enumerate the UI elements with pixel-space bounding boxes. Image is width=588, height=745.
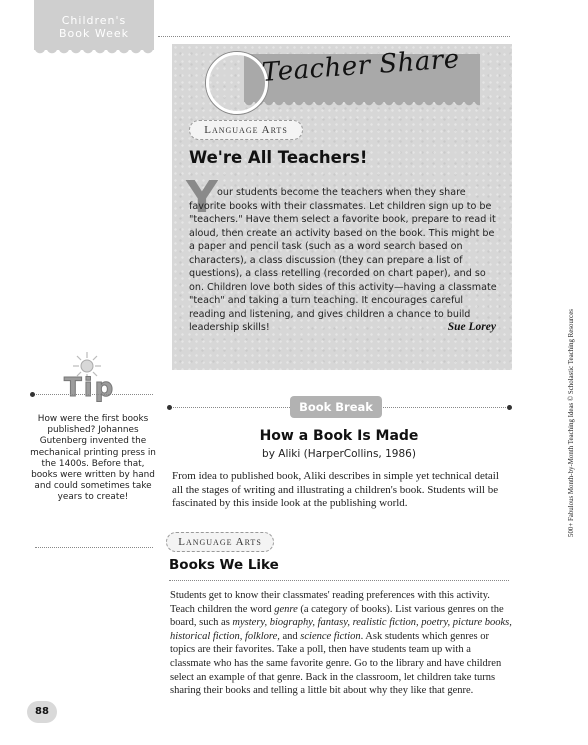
author-signature: Sue Lorey: [447, 321, 496, 333]
header-divider: [158, 36, 510, 37]
body-text: (a category of books). List various genres on the board, such as: [170, 603, 504, 629]
header-section-title: [34, 14, 154, 40]
body-text: and: [279, 630, 301, 642]
book-byline: by Aliki (HarperCollins, 1986): [262, 448, 416, 460]
teacher-share-text: our students become the teachers when they share favorite books with their classmates. Let children sign up to be "teachers." Have them select a favorite book, prepare to read it aloud, then create an activity based on the book. This might be a paper and pencil task (such as a word search based on characters), a class discussion (they can prepare a list of questions), a class retelling (recorded on chart paper), and so on. Children love both sides of this activity—having a classmate "teach" and taking a turn teaching. It encourages careful reading and listening, and gives children a chance to build leadership skills!: [189, 187, 497, 333]
page-number: 88: [27, 701, 57, 723]
teacher-share-body: [189, 186, 501, 335]
book-title: How a Book Is Made: [259, 428, 419, 444]
copyright-credit: [558, 247, 575, 537]
category-badge: Language Arts: [166, 532, 274, 552]
category-badge: Language Arts: [189, 120, 303, 140]
credit-text: 500+ Fabulous Month-by-Month Teaching Ideas © Scholastic Teaching Resources: [568, 309, 575, 537]
body-term: genre: [274, 603, 298, 615]
drop-cap: Y: [186, 172, 218, 223]
section-heading: We're All Teachers!: [189, 148, 368, 167]
book-break-label: Book Break: [290, 396, 382, 418]
header-line-1: Children's: [61, 14, 127, 27]
section-heading: Books We Like: [169, 557, 279, 573]
bullet-dot: [167, 405, 172, 410]
book-break-description: From idea to published book, Aliki describes in simple yet technical detail all the stages of writing and illustrating a children's book. Students will be fascinated by this inside look at the publishing world.: [172, 470, 499, 510]
bullet-dot: [30, 392, 35, 397]
body-text: . Ask students which genres or topics are their favorites. Take a poll, then have students team up with a classmate who has the same favorite genre. Go to the library and have children select an example of that genre. Back in the classroom, let children take turns sharing their books and telling a little bit about why they like that genre.: [170, 630, 502, 697]
tip-divider-top: [33, 394, 153, 395]
teacher-share-title: Teacher Share: [260, 44, 461, 88]
header-line-2: Book Week: [58, 27, 129, 40]
genre-list: mystery, biography, fantasy, realistic fiction, poetry, picture books, historical fiction, folklore,: [170, 617, 512, 642]
section-divider: [169, 580, 509, 581]
genre-list: science fiction: [300, 630, 361, 642]
bullet-dot: [507, 405, 512, 410]
body-text: Students get to know their classmates' reading preferences with this activity. Teach children the word: [170, 590, 490, 615]
books-we-like-body: [170, 589, 512, 698]
tip-title: Tip: [64, 373, 116, 403]
tip-text: How were the first books published? Johannes Gutenberg invented the mechanical printing press in the 1400s. Before that, books were written by hand and could sometimes take years to create!: [30, 414, 156, 503]
tip-divider-bottom: [35, 547, 153, 548]
teacher-share-circle-icon: [206, 52, 268, 114]
